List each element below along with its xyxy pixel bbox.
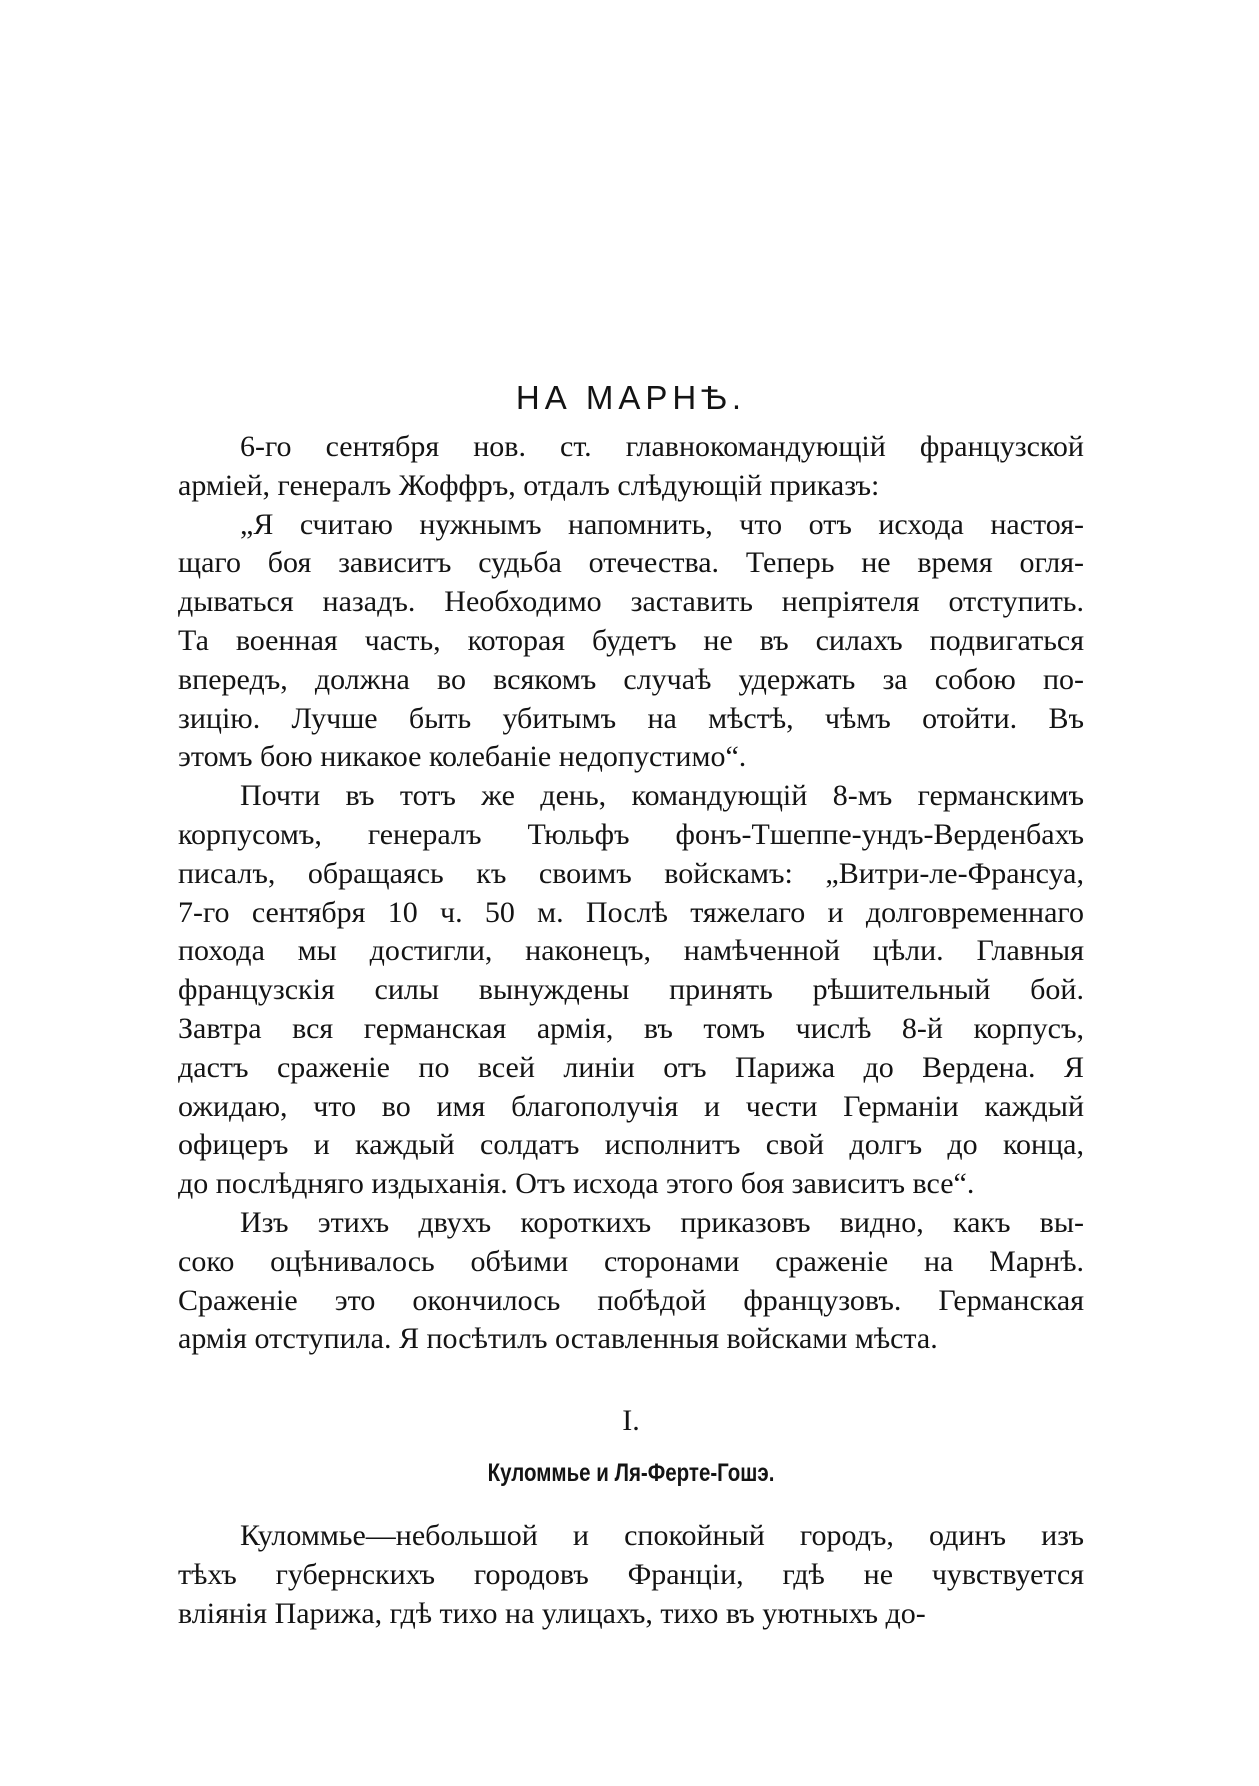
text-line: офицеръ и каждый солдатъ исполнитъ свой долгъ до конца, xyxy=(178,1128,1084,1162)
paragraph xyxy=(178,1517,1084,1633)
text-line: Завтра вся германская армія, въ томъ числѣ 8-й корпусъ, xyxy=(178,1011,1084,1045)
chapter-body xyxy=(178,428,1084,1359)
text-line: французскія силы вынуждены принять рѣшительный бой. xyxy=(178,973,1084,1007)
text-line: зицію. Лучше быть убитымъ на мѣстѣ, чѣмъ отойти. Въ xyxy=(178,701,1084,735)
paragraph xyxy=(178,428,1084,506)
text-line: писалъ, обращаясь къ своимъ войскамъ: „Витри-ле-Франсуа, xyxy=(178,856,1084,890)
text-line: соко оцѣнивалось обѣими сторонами сраженіе на Марнѣ. xyxy=(178,1244,1084,1278)
text-line: 7-го сентября 10 ч. 50 м. Послѣ тяжелаго и долговременнаго xyxy=(178,895,1084,929)
text-line: Почти въ тотъ же день, командующій 8-мъ германскимъ xyxy=(240,779,1084,813)
text-line: тѣхъ губернскихъ городовъ Франціи, гдѣ не чувствуется xyxy=(178,1557,1084,1591)
section-numeral: I. xyxy=(622,1404,640,1438)
text-line: арміей, генералъ Жоффръ, отдалъ слѣдующій приказъ: xyxy=(178,468,880,502)
paragraph xyxy=(178,1204,1084,1359)
section-body xyxy=(178,1517,1084,1633)
text-line: армія отступила. Я посѣтилъ оставленныя войсками мѣста. xyxy=(178,1322,938,1356)
text-line: этомъ бою никакое колебаніе недопустимо“. xyxy=(178,740,747,774)
text-line: дываться назадъ. Необходимо заставить непріятеля отступить. xyxy=(178,585,1084,619)
text-line: ожидаю, что во имя благополучія и чести Германіи каждый xyxy=(178,1089,1084,1123)
text-line: дастъ сраженіе по всей линіи отъ Парижа до Вердена. Я xyxy=(178,1050,1084,1084)
text-line: „Я считаю нужнымъ напомнить, что отъ исхода настоя- xyxy=(240,507,1084,541)
text-line: щаго боя зависитъ судьба отечества. Теперь не время огля- xyxy=(178,546,1084,580)
text-line: Изъ этихъ двухъ короткихъ приказовъ видно, какъ вы- xyxy=(240,1205,1084,1239)
text-line: Та военная часть, которая будетъ не въ силахъ подвигаться xyxy=(178,623,1084,657)
text-line: 6-го сентября нов. ст. главнокомандующій французской xyxy=(240,430,1084,463)
paragraph xyxy=(178,777,1084,1204)
text-line: вліянія Парижа, гдѣ тихо на улицахъ, тихо въ уютныхъ до- xyxy=(178,1596,926,1630)
section-title: Куломмье и Ля-Ферте-Гошэ. xyxy=(487,1459,775,1488)
text-line: корпусомъ, генералъ Тюльфъ фонъ-Тшеппе-ундъ-Верденбахъ xyxy=(178,817,1084,851)
text-line: впередъ, должна во всякомъ случаѣ удержать за собою по- xyxy=(178,662,1084,696)
paragraph xyxy=(178,506,1084,778)
text-line: до послѣдняго издыханія. Отъ исхода этого боя зависитъ все“. xyxy=(178,1167,975,1201)
text-line: Сраженіе это окончилось побѣдой французовъ. Германская xyxy=(178,1283,1084,1317)
book-page xyxy=(178,372,1084,1634)
chapter-title: НА МАРНѢ. xyxy=(515,379,747,416)
text-line: Куломмье—небольшой и спокойный городъ, одинъ изъ xyxy=(240,1519,1084,1553)
text-line: похода мы достигли, наконецъ, намѣченной цѣли. Главныя xyxy=(178,934,1084,968)
